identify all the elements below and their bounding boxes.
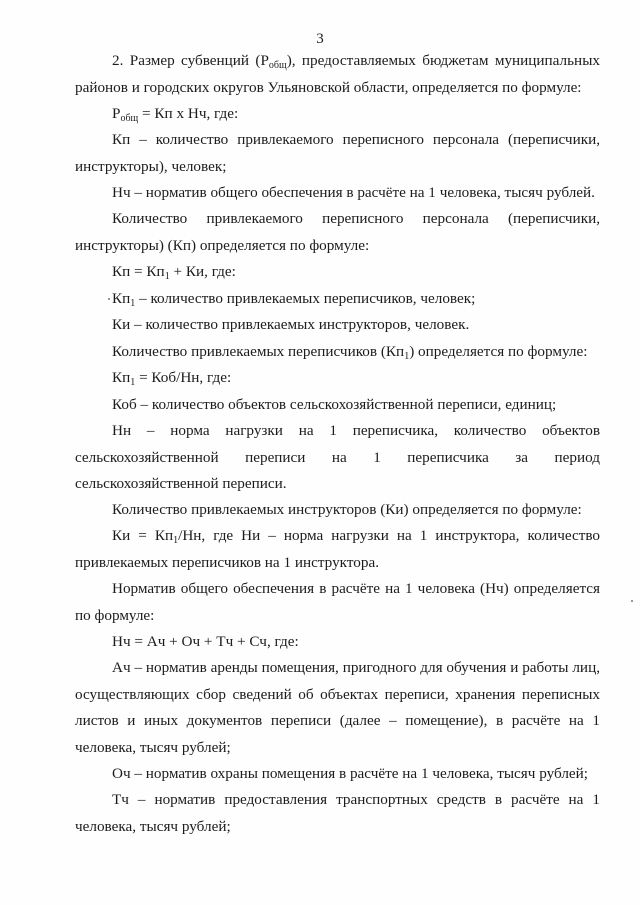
paragraph-ki-intro: Количество привлекаемых инструкторов (Ки) определяется по формуле:	[112, 501, 582, 518]
definition-nn: Нн – норма нагрузки на 1 переписчика, количество объектов сельскохозяйственной переписи на 1 переписчика за период сельскохозяйственной переписи.	[75, 422, 600, 492]
scan-speck	[108, 298, 110, 300]
page-number: 3	[316, 31, 324, 47]
paragraph-subvention-size: 2. Размер субвенций $(Р_{общ})$, предоставляемых бюджетам муниципальных районов и городских округов Ульяновской области, определяется по формуле:	[75, 52, 600, 96]
formula-nch: Нч = Ач + Оч + Тч + Сч, где:	[112, 633, 299, 650]
definition-kob: Коб – количество объектов сельскохозяйственной переписи, единиц;	[112, 396, 557, 413]
paragraph-nch-intro: Норматив общего обеспечения в расчёте на 1 человека (Нч) определяется по формуле:	[75, 580, 600, 624]
formula-ki: Ки = $Кп_1/Нн$, где Ни – норма нагрузки на 1 инструктора, количество привлекаемых переписчиков на 1 инструктора.	[75, 527, 600, 571]
definition-ki: Ки – количество привлекаемых инструкторов, человек.	[112, 316, 470, 333]
formula-kp: Кп = $Кп_1$ + Ки, где:	[112, 263, 236, 282]
definition-och: Оч – норматив охраны помещения в расчёте на 1 человека, тысяч рублей;	[112, 765, 589, 782]
definition-tch: Тч – норматив предоставления транспортных средств в расчёте на 1 человека, тысяч рублей;	[75, 791, 600, 835]
definition-nch: Нч – норматив общего обеспечения в расчёте на 1 человека, тысяч рублей.	[112, 184, 595, 201]
formula-total: $Р_{общ}$ = Кп х Нч, где:	[112, 105, 239, 124]
formula-kp1: $Кп_1 = Коб/Нн$, где:	[112, 369, 232, 388]
paragraph-kp1-intro: Количество привлекаемых переписчиков $(Кп_1)$ определяется по формуле:	[112, 343, 588, 362]
definition-ach: Ач – норматив аренды помещения, пригодного для обучения и работы лиц, осуществляющих сбор сведений об объектах переписи, хранения переписных листов и иных документов переписи (далее – помещение), в расчёте на 1 человека, тысяч рублей;	[75, 659, 600, 756]
scan-speck	[631, 600, 633, 602]
paragraph-kp-intro: Количество привлекаемого переписного персонала (переписчики, инструкторы) (Кп) определяется по формуле:	[75, 210, 600, 254]
definition-kp: Кп – количество привлекаемого переписного персонала (переписчики, инструкторы), человек;	[75, 131, 600, 175]
definition-kp1: $Кп_1$ – количество привлекаемых переписчиков, человек;	[112, 290, 476, 309]
